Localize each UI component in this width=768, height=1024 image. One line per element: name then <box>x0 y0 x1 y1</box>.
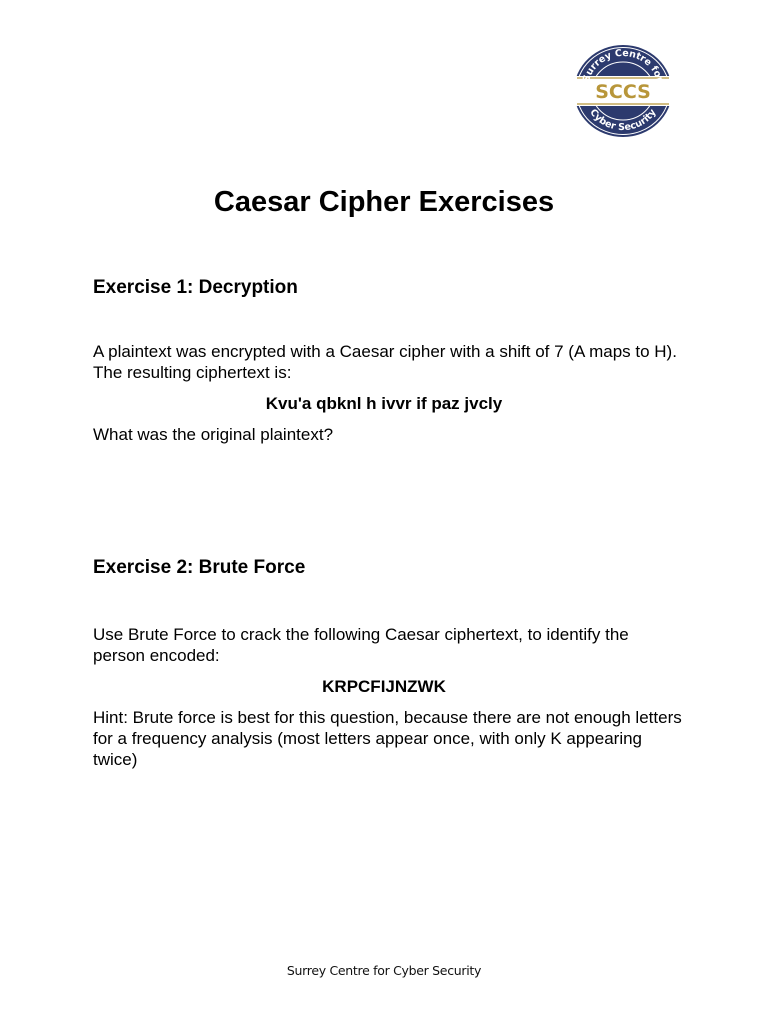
exercise-2-hint: Hint: Brute force is best for this question, because there are not enough letters for a frequency analysis (most letters appear once, with only K appearing twice) <box>93 708 682 769</box>
logo-top-text: Surrey Centre for <box>580 47 666 84</box>
logo-bottom-text: Cyber Security <box>587 107 659 134</box>
exercise-1-ciphertext: Kvu'a qbknl h ivvr if paz jvcly <box>265 394 503 413</box>
exercise-1-intro: A plaintext was encrypted with a Caesar cipher with a shift of 7 (A maps to H). The resulting ciphertext is: <box>93 342 677 382</box>
exercise-1-question: What was the original plaintext? <box>93 425 334 444</box>
exercise-2-ciphertext: KRPCFIJNZWK <box>322 677 446 696</box>
page-title: Caesar Cipher Exercises <box>213 186 555 218</box>
page-footer: Surrey Centre for Cyber Security <box>286 963 482 978</box>
exercise-1-heading: Exercise 1: Decryption <box>93 277 298 298</box>
sccs-logo <box>571 42 675 140</box>
exercise-2-heading: Exercise 2: Brute Force <box>93 557 306 578</box>
logo-center-text: SCCS <box>595 81 651 103</box>
exercise-2-intro: Use Brute Force to crack the following Caesar ciphertext, to identify the person encoded: <box>93 625 629 665</box>
